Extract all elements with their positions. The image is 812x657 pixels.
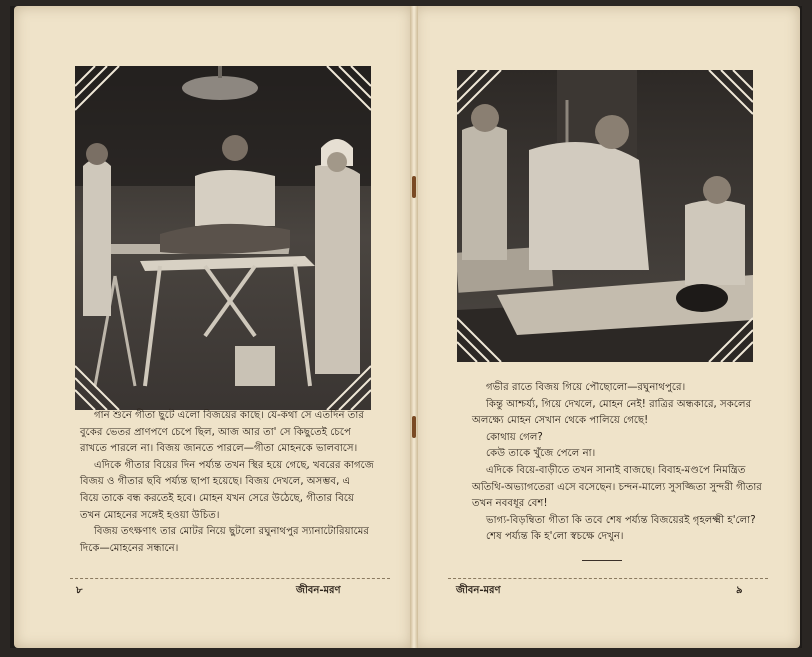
right-para-line: অলক্ষ্যে মোহন সেখান থেকে পালিয়ে গেছে! bbox=[472, 415, 649, 427]
right-para-line: অতিথি-অভ্যাগতেরা এসে বসেছেন। চন্দন-মাল্যে সুসজ্জিতা সুন্দরী গীতার bbox=[472, 481, 762, 493]
left-para-line: বিজয় তৎক্ষণাৎ তার মোটর নিয়ে ছুটলো রঘুনাথপুর স্যানাটোরিয়ামের bbox=[94, 526, 369, 538]
left-para-line: তখন মোহনের সঙ্গেই হওয়া উচিত। bbox=[80, 509, 220, 521]
left-para-line: বিজয় ও গীতার ছবি পর্য্যন্ত ছাপা হয়েছে। বিজয় দেখলে, অসম্ভব, এ bbox=[80, 476, 351, 488]
right-para-line: ভাগ্য-বিড়ম্বিতা গীতা কি তবে শেষ পর্য্যন্ত বিজয়েরই গৃহলক্ষ্মী হ'লো? bbox=[486, 514, 756, 526]
right-para-line: শেষ পর্য্যন্ত কি হ'লো স্বচক্ষে দেখুন। bbox=[486, 531, 624, 543]
left-running-title: জীবন-মরণ bbox=[296, 585, 341, 596]
right-para-line: কেউ তাকে খুঁজে পেলে না। bbox=[486, 448, 596, 460]
left-para-line: রাখতে পারলে না। বিজয় জানতে পারলে—গীতা মোহনকে ভালবাসে। bbox=[80, 443, 358, 455]
left-para-line: গান শুনে গীতা ছুটে এলো বিজয়ের কাছে। যে-কথা সে এতদিন তার bbox=[94, 410, 364, 421]
left-page-number: ৮ bbox=[76, 585, 83, 596]
right-para-line: গভীর রাতে বিজয় গিয়ে পৌছোলো—রঘুনাথপুরে। bbox=[486, 382, 686, 393]
right-para-line: কোথায় গেল? bbox=[486, 431, 543, 443]
left-para-line: বিয়ে তাকে বন্ধ করতেই হবে। মোহন যখন সেরে উঠেছে, গীতার বিয়ে bbox=[80, 492, 354, 504]
left-para-line: দিকে—মোহনের সন্ধানে। bbox=[80, 542, 179, 554]
right-page-number: ৯ bbox=[736, 585, 743, 596]
staple-top bbox=[412, 176, 416, 198]
right-footer-rule bbox=[448, 578, 768, 579]
book-gutter bbox=[410, 6, 418, 648]
right-para-line: তখন নববধূর বেশ! bbox=[472, 498, 548, 510]
operating-room-image bbox=[75, 66, 371, 410]
right-page-text bbox=[472, 380, 772, 546]
left-para-line: এদিকে গীতার বিয়ের দিন পর্য্যন্ত তখন স্থির হয়ে গেছে, খবরের কাগজে bbox=[94, 459, 374, 471]
office-scene-image bbox=[457, 70, 753, 362]
left-page-text bbox=[80, 408, 380, 557]
left-para-line: বুকের ভেতর প্রাণপণে চেপে ছিল, আজ আর তা' সে কিছুতেই চেপে bbox=[80, 426, 351, 438]
right-para-line: এদিকে বিয়ে-বাড়ীতে তখন সানাই বাজছে। বিবাহ-মণ্ডপে নিমন্ত্রিত bbox=[486, 464, 746, 476]
right-para-line: কিন্তু আশ্চর্য্য, গিয়ে দেখলে, মোহন নেই! রাত্রির অন্ধকারে, সকলের bbox=[486, 398, 752, 410]
end-rule bbox=[582, 560, 622, 561]
left-footer-rule bbox=[70, 578, 390, 579]
left-photo-operating-room bbox=[75, 66, 371, 410]
right-running-title: জীবন-মরণ bbox=[456, 585, 501, 596]
staple-bottom bbox=[412, 416, 416, 438]
right-photo-office-scene bbox=[457, 70, 753, 362]
